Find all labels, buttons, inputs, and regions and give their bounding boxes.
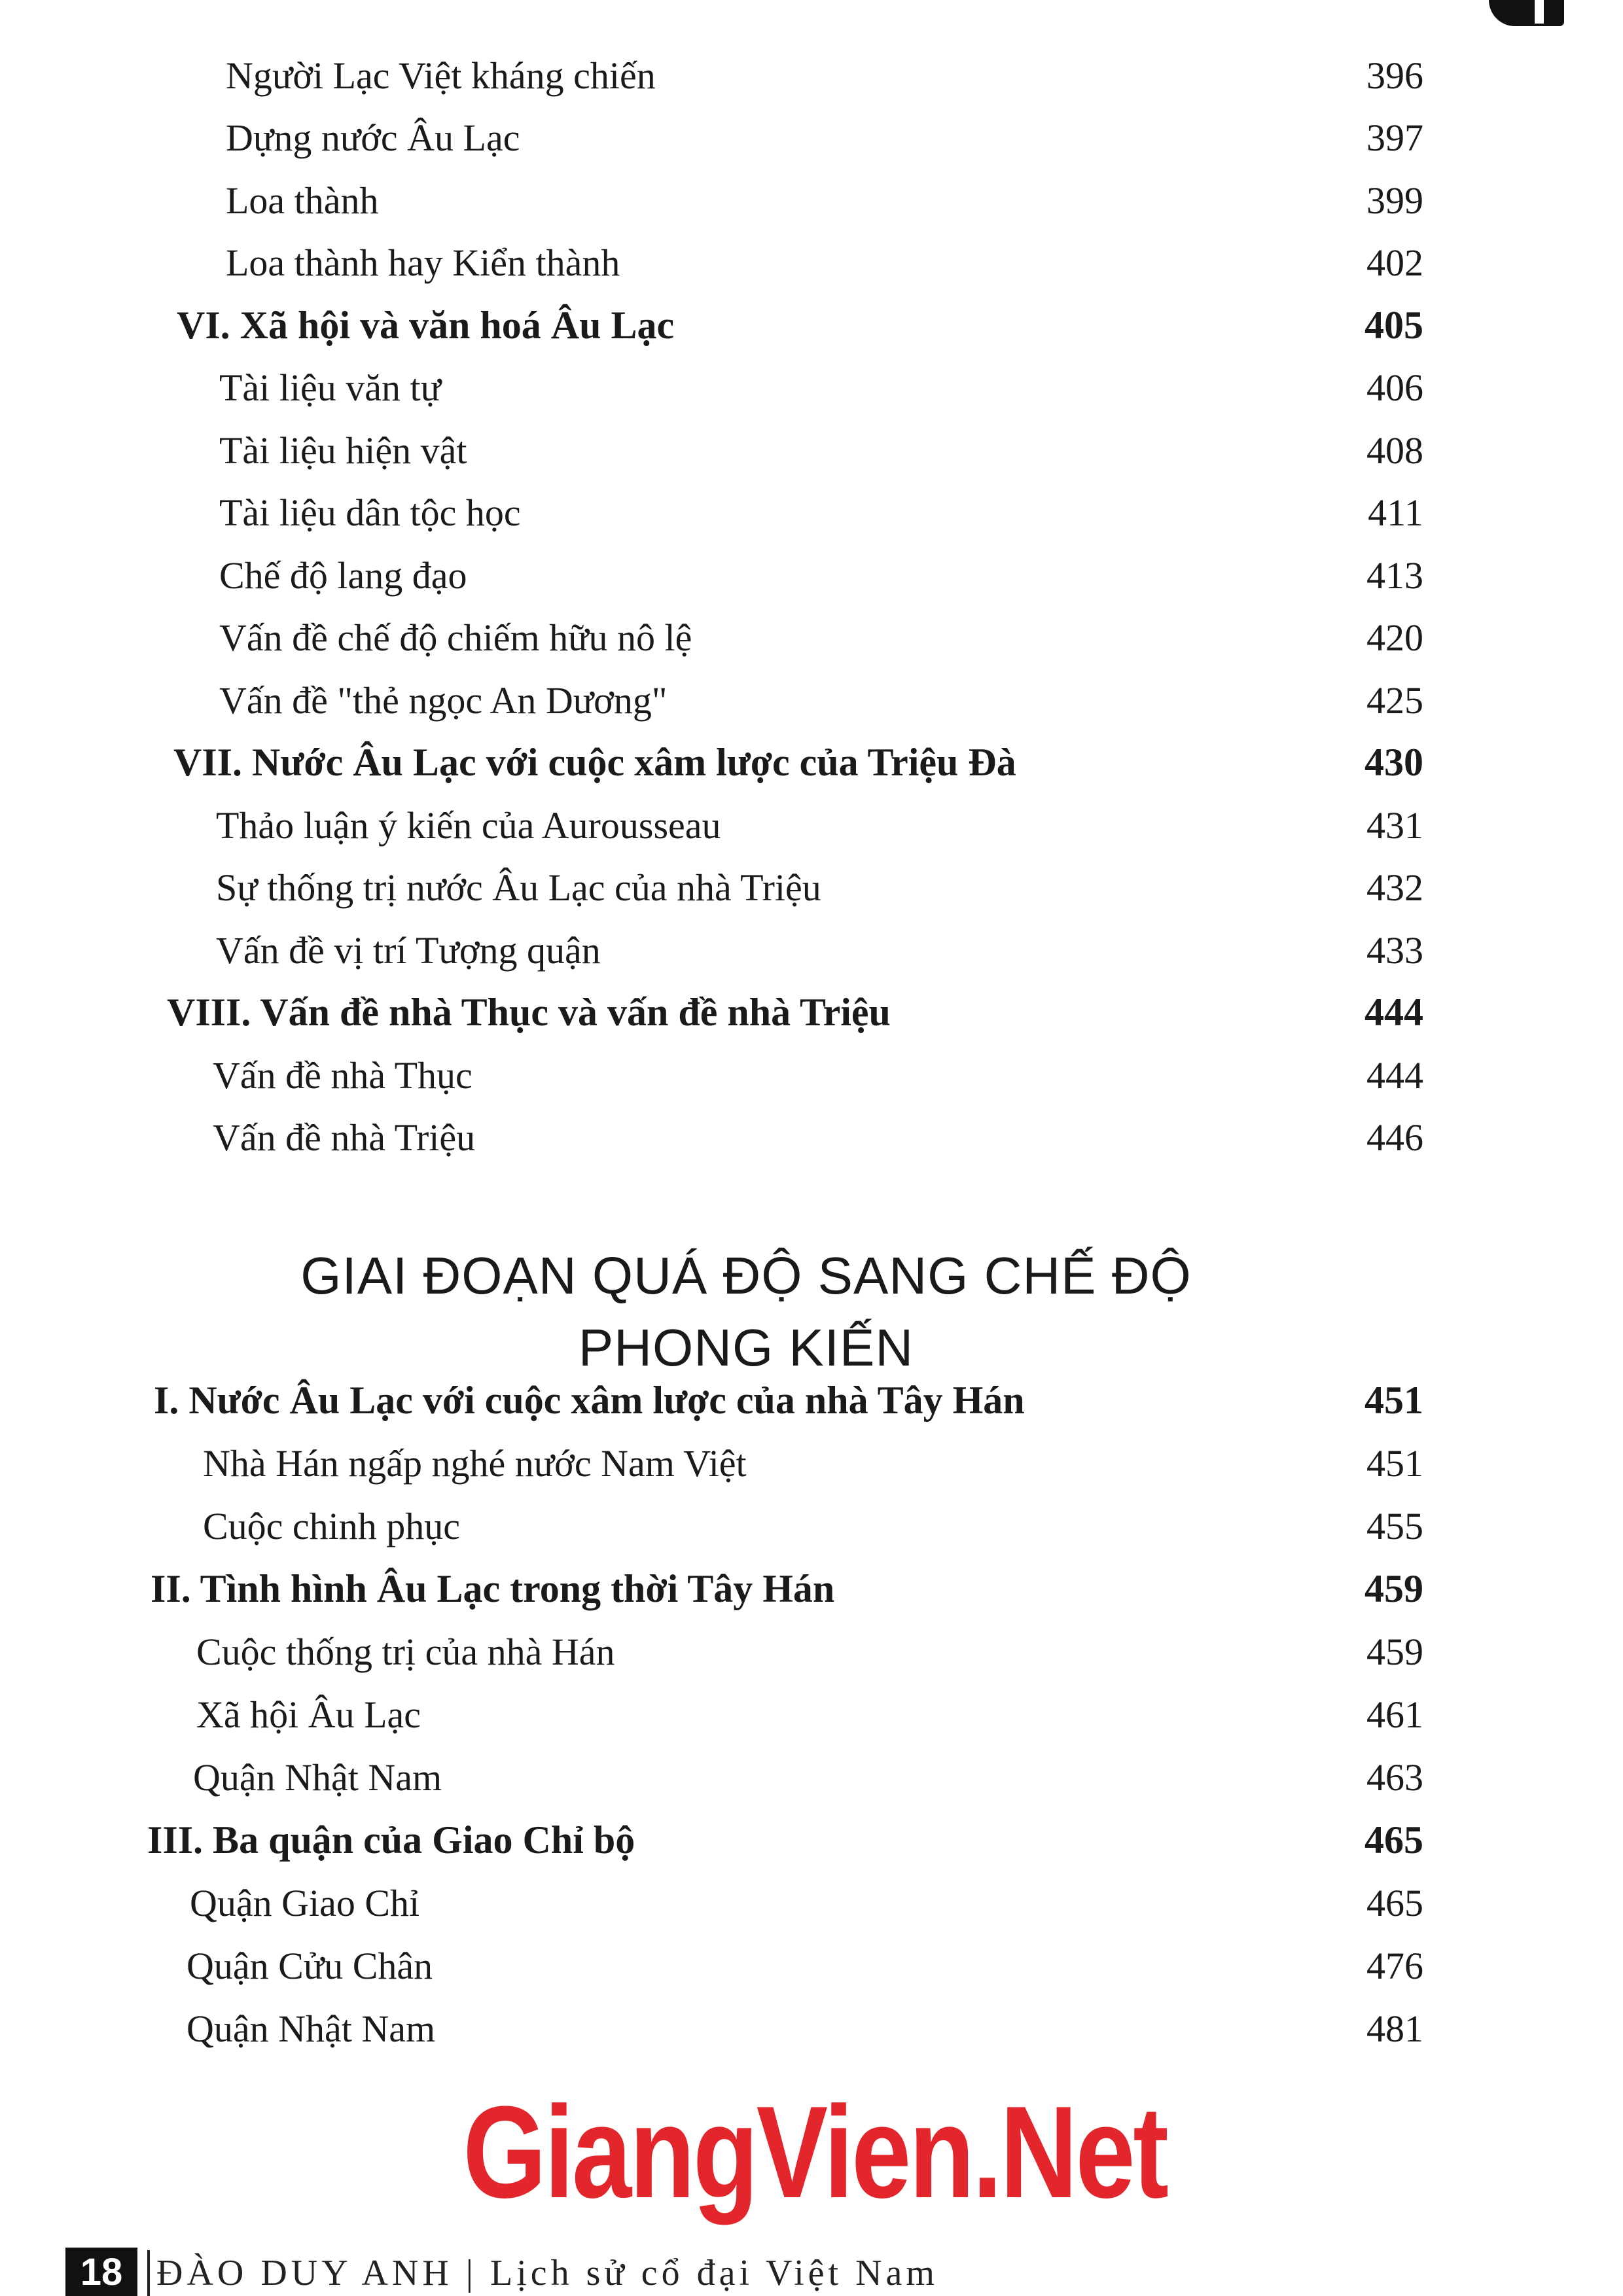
toc-entry-label: Thảo luận ý kiến của Aurousseau: [216, 804, 721, 847]
toc-page-number: 433: [1366, 928, 1423, 972]
toc-entry-label: Cuộc chinh phục: [203, 1504, 461, 1547]
toc-page-number: 402: [1366, 241, 1423, 284]
toc-entry-label: Tài liệu văn tự: [219, 366, 442, 409]
watermark-text: GiangVien.Net: [463, 2079, 1167, 2225]
toc-page-number: 411: [1368, 491, 1423, 534]
running-footer: ĐÀO DUY ANH | Lịch sử cổ đại Việt Nam: [147, 2250, 1073, 2296]
toc-page-number: 465: [1366, 1881, 1423, 1924]
toc-entry-row: [219, 671, 1423, 730]
toc-entry-label: Sự thống trị nước Âu Lạc của nhà Triệu: [216, 866, 821, 909]
toc-page-number: 459: [1364, 1566, 1423, 1610]
toc-page-number: 431: [1366, 804, 1423, 847]
toc-page-number: 476: [1366, 1944, 1423, 1987]
toc-chapter-row: [177, 296, 1423, 355]
toc-page-number: 446: [1366, 1116, 1423, 1159]
toc-entry-row: [196, 1622, 1423, 1681]
toc-entry-row: [190, 1873, 1423, 1932]
toc-entry-label: VII. Nước Âu Lạc với cuộc xâm lược của Triệu Đà: [173, 741, 1016, 784]
toc-entry-row: [226, 234, 1423, 292]
toc-page-number: 465: [1364, 1818, 1423, 1862]
toc-entry-row: [216, 921, 1423, 980]
section-title: [164, 1240, 1329, 1384]
toc-page-number: 399: [1366, 179, 1423, 222]
toc-entry-row: [226, 109, 1423, 168]
toc-page-number: 461: [1366, 1693, 1423, 1736]
toc-chapter-row: [173, 733, 1423, 792]
toc-entry-row: [216, 858, 1423, 917]
toc-page-number: 405: [1364, 303, 1423, 347]
toc-page-number: 481: [1366, 2007, 1423, 2050]
toc-entry-label: Quận Cửu Chân: [187, 1944, 433, 1987]
toc-entry-row: [219, 546, 1423, 605]
toc-entry-row: [219, 609, 1423, 667]
toc-entry-row: [203, 1496, 1423, 1555]
toc-entry-label: VIII. Vấn đề nhà Thục và vấn đề nhà Triệu: [167, 991, 891, 1034]
toc-entry-label: Cuộc thống trị của nhà Hán: [196, 1630, 615, 1673]
corner-mark: [1489, 0, 1564, 26]
toc-entry-label: III. Ba quận của Giao Chỉ bộ: [147, 1818, 635, 1862]
toc-page-number: 430: [1364, 741, 1423, 784]
toc-entry-row: [187, 1936, 1423, 1995]
toc-entry-label: Vấn đề "thẻ ngọc An Dương": [219, 679, 668, 722]
toc-page-number: 420: [1366, 616, 1423, 659]
toc-page-number: 413: [1366, 554, 1423, 597]
toc-entry-label: II. Tình hình Âu Lạc trong thời Tây Hán: [151, 1566, 835, 1610]
toc-entry-label: Người Lạc Việt kháng chiến: [226, 54, 656, 97]
toc-page-number: 396: [1366, 54, 1423, 97]
toc-entry-row: [213, 1046, 1423, 1104]
toc-chapter-row: [151, 1559, 1423, 1618]
toc-entry-label: Loa thành: [226, 179, 379, 222]
toc-entry-label: Dựng nước Âu Lạc: [226, 116, 520, 159]
toc-chapter-row: [154, 1371, 1423, 1430]
toc-page-number: 406: [1366, 366, 1423, 409]
toc-entry-label: Xã hội Âu Lạc: [196, 1693, 421, 1736]
toc-entry-row: [216, 796, 1423, 855]
toc-page-number: 444: [1366, 1053, 1423, 1097]
toc-entry-row: [196, 1685, 1423, 1744]
toc-entry-row: [226, 46, 1423, 105]
toc-page-number: 425: [1366, 679, 1423, 722]
toc-entry-row: [219, 484, 1423, 542]
toc-entry-label: Nhà Hán ngấp nghé nước Nam Việt: [203, 1441, 747, 1485]
toc-page-number: 455: [1366, 1504, 1423, 1547]
toc-chapter-row: [147, 1810, 1423, 1869]
toc-entry-row: [213, 1108, 1423, 1167]
toc-entry-row: [226, 171, 1423, 230]
toc-entry-label: Vấn đề chế độ chiếm hữu nô lệ: [219, 616, 692, 659]
toc-entry-label: Vấn đề nhà Thục: [213, 1053, 473, 1097]
section-title-line2: PHONG KIẾN: [578, 1318, 914, 1377]
toc-entry-label: Chế độ lang đạo: [219, 554, 467, 597]
toc-entry-label: I. Nước Âu Lạc với cuộc xâm lược của nhà Tây Hán: [154, 1378, 1025, 1422]
toc-page-number: 451: [1364, 1378, 1423, 1422]
toc-chapter-row: [167, 983, 1423, 1042]
section-title-line1: GIAI ĐOẠN QUÁ ĐỘ SANG CHẾ ĐỘ: [300, 1246, 1192, 1305]
toc-entry-label: Quận Nhật Nam: [193, 1756, 442, 1799]
toc-page-number: 463: [1366, 1756, 1423, 1799]
toc-entry-row: [203, 1434, 1423, 1492]
toc-entry-label: Vấn đề nhà Triệu: [213, 1116, 476, 1159]
toc-page-number: 408: [1366, 429, 1423, 472]
toc-entry-row: [193, 1748, 1423, 1807]
toc-entry-label: Vấn đề vị trí Tượng quận: [216, 928, 601, 972]
toc-entry-row: [219, 421, 1423, 480]
toc-entry-label: VI. Xã hội và văn hoá Âu Lạc: [177, 303, 675, 347]
toc-page-number: 432: [1366, 866, 1423, 909]
page-number: 18: [65, 2248, 137, 2296]
toc-entry-label: Quận Nhật Nam: [187, 2007, 436, 2050]
toc-entry-label: Tài liệu dân tộc học: [219, 491, 521, 534]
toc-entry-label: Loa thành hay Kiển thành: [226, 241, 620, 284]
toc-page-number: 444: [1364, 991, 1423, 1034]
toc-page-number: 397: [1366, 116, 1423, 159]
page-footer: [0, 2248, 1623, 2296]
toc-page-number: 451: [1366, 1441, 1423, 1485]
toc-entry-label: Tài liệu hiện vật: [219, 429, 467, 472]
toc-entry-row: [187, 1999, 1423, 2058]
toc-page-number: 459: [1366, 1630, 1423, 1673]
toc-entry-label: Quận Giao Chỉ: [190, 1881, 420, 1924]
toc-entry-row: [219, 359, 1423, 417]
